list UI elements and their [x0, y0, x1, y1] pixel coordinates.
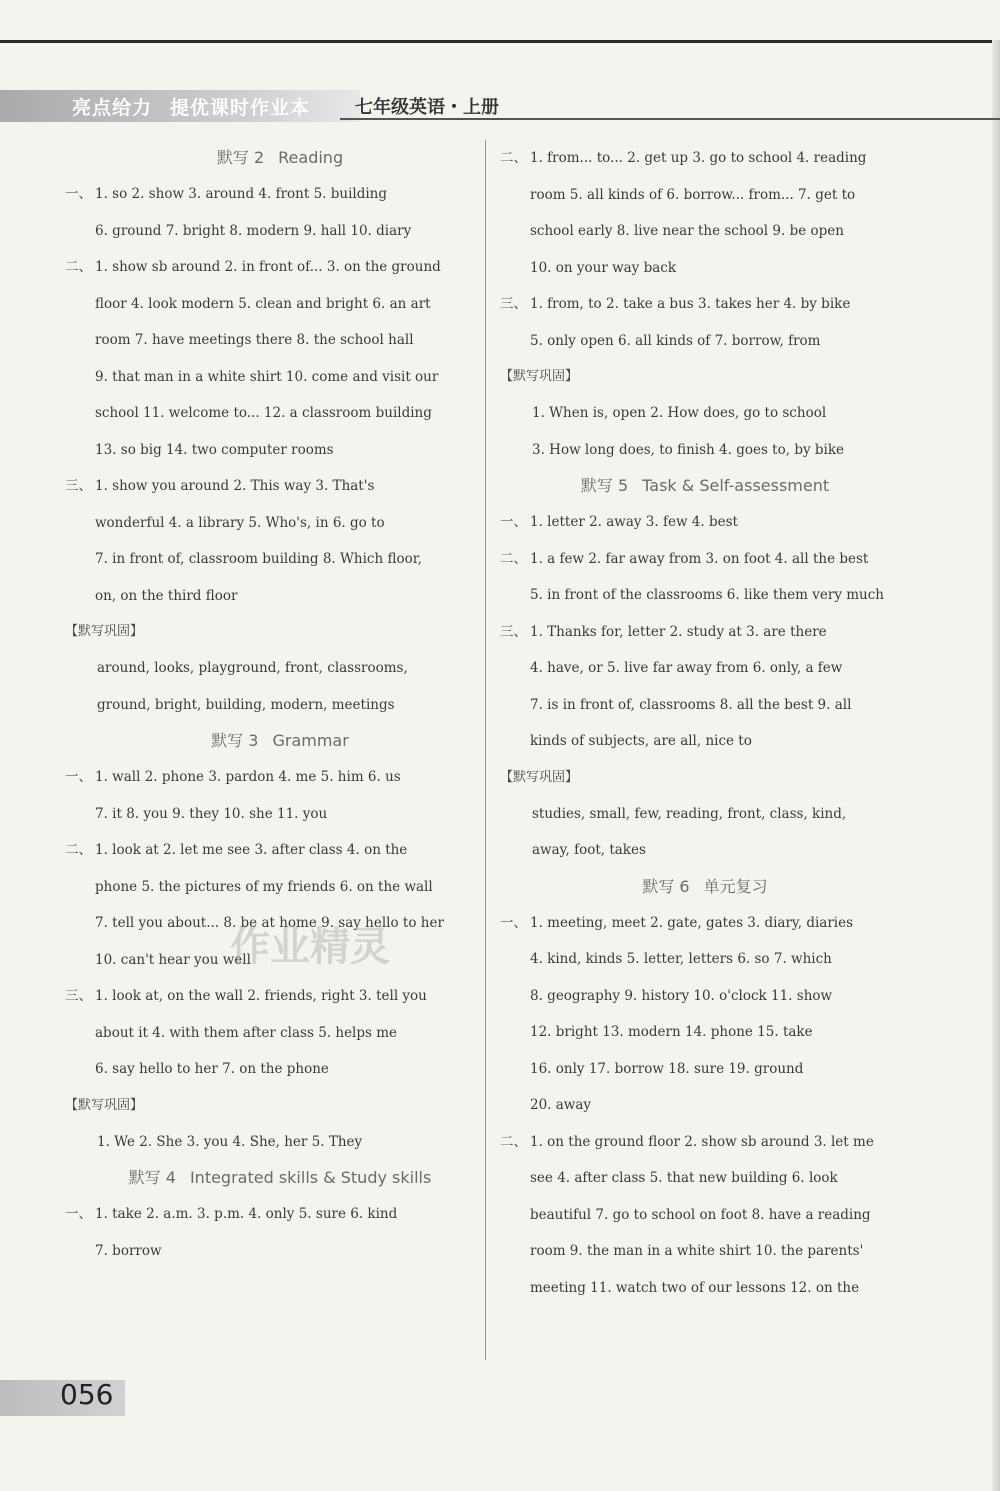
book-title: 七年级英语・上册 — [355, 97, 499, 118]
answer-line: on, on the third floor — [95, 587, 238, 604]
answer-line: 7. tell you about... 8. be at home 9. say hello to her — [95, 915, 444, 931]
answer-line: 1. a few 2. far away from 3. on foot 4. all the best — [530, 550, 869, 567]
answer-line: 1. show sb around 2. in front of... 3. on the ground — [95, 259, 441, 275]
header-brand — [72, 93, 328, 120]
answer-line: 5. in front of the classrooms 6. like them very much — [530, 587, 884, 603]
answer-line: phone 5. the pictures of my friends 6. on the wall — [95, 878, 433, 895]
section-title-5: 默写 5 Task & Self-assessment — [580, 476, 830, 495]
left-column — [65, 140, 495, 1269]
answer-line: 16. only 17. borrow 18. sure 19. ground — [530, 1060, 804, 1077]
answer-line: 7. it 8. you 9. they 10. she 11. you — [95, 805, 328, 822]
answer-line: 1. We 2. She 3. you 4. She, her 5. They — [97, 1133, 363, 1150]
answer-line: 6. say hello to her 7. on the phone — [95, 1061, 329, 1077]
answer-line: 4. have, or 5. live far away from 6. only, a few — [530, 660, 843, 676]
answer-line: away, foot, takes — [532, 842, 646, 858]
answer-line: 5. only open 6. all kinds of 7. borrow, from — [530, 332, 821, 349]
answer-line: meeting 11. watch two of our lessons 12. on the — [530, 1279, 860, 1296]
consolidation-label: 【默写巩固】 — [65, 1097, 144, 1113]
answer-line: 13. so big 14. two computer rooms — [95, 441, 334, 458]
section-title-3: 默写 3 Grammar — [211, 731, 349, 750]
consolidation-label: 【默写巩固】 — [65, 624, 144, 639]
answer-line: 9. that man in a white shirt 10. come and visit our — [95, 368, 439, 385]
answer-line: 1. look at 2. let me see 3. after class 4. on the — [95, 842, 408, 858]
answer-line: see 4. after class 5. that new building 6. look — [530, 1170, 838, 1186]
section-title-6: 默写 6 单元复习 — [642, 876, 768, 896]
answer-line: studies, small, few, reading, front, class, kind, — [532, 805, 847, 822]
answer-line: 1. letter 2. away 3. few 4. best — [530, 514, 738, 530]
answer-line: 1. When is, open 2. How does, go to school — [532, 405, 827, 421]
answer-line: 1. from... to... 2. get up 3. go to school 4. reading — [530, 150, 867, 166]
exercise-block: 一、 1. take 2. a.m. 3. p.m. 4. only 5. sure 6. kind 7. borrow — [65, 1196, 495, 1269]
exercise-block: 二、 1. from... to... 2. get up 3. go to school 4. reading room 5. all kinds of 6. borrow... from... 7. get to school early 8. live near the school 9. be open 10. on your way back — [500, 140, 910, 286]
consolidation-label: 【默写巩固】 — [500, 769, 579, 785]
answer-line: 10. can't hear you well — [95, 951, 251, 968]
right-column — [500, 140, 910, 1306]
header-rule — [340, 118, 1000, 120]
answer-line: 7. in front of, classroom building 8. Which floor, — [95, 551, 422, 567]
brand-name: 亮点给力 — [72, 97, 153, 119]
exercise-block: 三、 1. Thanks for, letter 2. study at 3. are there 4. have, or 5. live far away from 6. only, a few 7. is in front of, classrooms 8. all the best 9. all kinds of subjects, are all, nice to — [500, 614, 910, 760]
exercise-block: 二、 1. a few 2. far away from 3. on foot 4. all the best 5. in front of the classrooms 6. like them very much — [500, 541, 910, 614]
answer-line: 1. look at, on the wall 2. friends, right 3. tell you — [95, 988, 427, 1004]
watermark: 作业精灵 — [230, 924, 390, 970]
answer-line: ground, bright, building, modern, meetings — [97, 696, 395, 713]
answer-line: floor 4. look modern 5. clean and bright 6. an art — [95, 295, 431, 312]
exercise-block: 一、 1. so 2. show 3. around 4. front 5. building 6. ground 7. bright 8. modern 9. hall 10. diary — [65, 176, 495, 249]
section-title-2: 默写 2 Reading — [216, 148, 344, 167]
exercise-block: 三、 1. from, to 2. take a bus 3. takes her 4. by bike 5. only open 6. all kinds of 7. borrow, from — [500, 286, 910, 359]
answer-line: 3. How long does, to finish 4. goes to, by bike — [532, 441, 845, 458]
answer-line: 1. wall 2. phone 3. pardon 4. me 5. him 6. us — [95, 769, 401, 785]
answer-line: 20. away — [530, 1097, 592, 1113]
answer-line: room 5. all kinds of 6. borrow... from... 7. get to — [530, 186, 856, 203]
section-title-4: 默写 4 Integrated skills & Study skills — [128, 1168, 432, 1187]
exercise-block: 二、 1. show sb around 2. in front of... 3. on the ground floor 4. look modern 5. clean and bright 6. an art room 7. have meetings there 8. the school hall 9. that man in a white shirt 10. come and visit our school 11. welcome to... 12. a classroom building 13. so big 14. two computer rooms — [65, 249, 495, 468]
exercise-block: 三、 1. look at, on the wall 2. friends, right 3. tell you about it 4. with them after class 5. helps me 6. say hello to her 7. on the phone — [65, 978, 495, 1088]
answer-line: 1. take 2. a.m. 3. p.m. 4. only 5. sure 6. kind — [95, 1206, 398, 1222]
answer-line: 12. bright 13. modern 14. phone 15. take — [530, 1024, 813, 1040]
exercise-block: 二、 1. look at 2. let me see 3. after class 4. on the phone 5. the pictures of my friends 6. on the wall 7. tell you about... 8. be at home 9. say hello to her 10. can't hear you well — [65, 832, 495, 978]
exercise-block: 三、 1. show you around 2. This way 3. That's wonderful 4. a library 5. Who's, in 6. go to 7. in front of, classroom building 8. Which floor, on, on the third floor — [65, 468, 495, 614]
answer-line: school early 8. live near the school 9. be open — [530, 223, 844, 239]
answer-line: 8. geography 9. history 10. o'clock 11. show — [530, 987, 833, 1004]
page-number: 056 — [60, 1378, 114, 1411]
top-rule — [0, 40, 1000, 43]
answer-line: 1. from, to 2. take a bus 3. takes her 4. by bike — [530, 296, 851, 312]
answer-line: about it 4. with them after class 5. helps me — [95, 1024, 398, 1041]
exercise-block: 一、 1. meeting, meet 2. gate, gates 3. diary, diaries 4. kind, kinds 5. letter, letters 6. so 7. which 8. geography 9. history 10. o'clock 11. show 12. bright 13. modern 14. phone 15. take 16. only 17. borrow 18. sure 19. ground 20. away — [500, 905, 910, 1124]
answer-line: kinds of subjects, are all, nice to — [530, 733, 752, 749]
answer-line: 1. on the ground floor 2. show sb around 3. let me — [530, 1133, 874, 1150]
answer-line: room 9. the man in a white shirt 10. the parents' — [530, 1243, 864, 1259]
answer-line: 6. ground 7. bright 8. modern 9. hall 10. diary — [95, 222, 412, 239]
answer-line: 7. is in front of, classrooms 8. all the best 9. all — [530, 696, 852, 713]
answer-line: around, looks, playground, front, classrooms, — [97, 660, 408, 676]
exercise-block: 一、 1. letter 2. away 3. few 4. best — [500, 504, 910, 541]
answer-line: beautiful 7. go to school on foot 8. have a reading — [530, 1206, 871, 1223]
answer-line: 10. on your way back — [530, 259, 677, 276]
answer-line: 4. kind, kinds 5. letter, letters 6. so 7. which — [530, 951, 832, 967]
answer-line: 7. borrow — [95, 1242, 162, 1259]
answer-line: wonderful 4. a library 5. Who's, in 6. go to — [95, 514, 385, 531]
exercise-block: 二、 1. on the ground floor 2. show sb around 3. let me see 4. after class 5. that new building 6. look beautiful 7. go to school on foot 8. have a reading room 9. the man in a white shirt 10. the parents' meeting 11. watch two of our lessons 12. on the — [500, 1124, 910, 1307]
answer-line: room 7. have meetings there 8. the school hall — [95, 332, 414, 348]
answer-line: 1. meeting, meet 2. gate, gates 3. diary, diaries — [530, 914, 854, 931]
exercise-block: 一、 1. wall 2. phone 3. pardon 4. me 5. him 6. us 7. it 8. you 9. they 10. she 11. you — [65, 759, 495, 832]
consolidation-label: 【默写巩固】 — [500, 369, 579, 384]
answer-line: 1. Thanks for, letter 2. study at 3. are there — [530, 623, 827, 640]
series-name: 提优课时作业本 — [170, 97, 311, 119]
answer-line: 1. show you around 2. This way 3. That's — [95, 478, 375, 494]
answer-line: school 11. welcome to... 12. a classroom building — [95, 405, 432, 421]
answer-line: 1. so 2. show 3. around 4. front 5. building — [95, 186, 388, 202]
page-edge-shadow — [992, 40, 1000, 1491]
